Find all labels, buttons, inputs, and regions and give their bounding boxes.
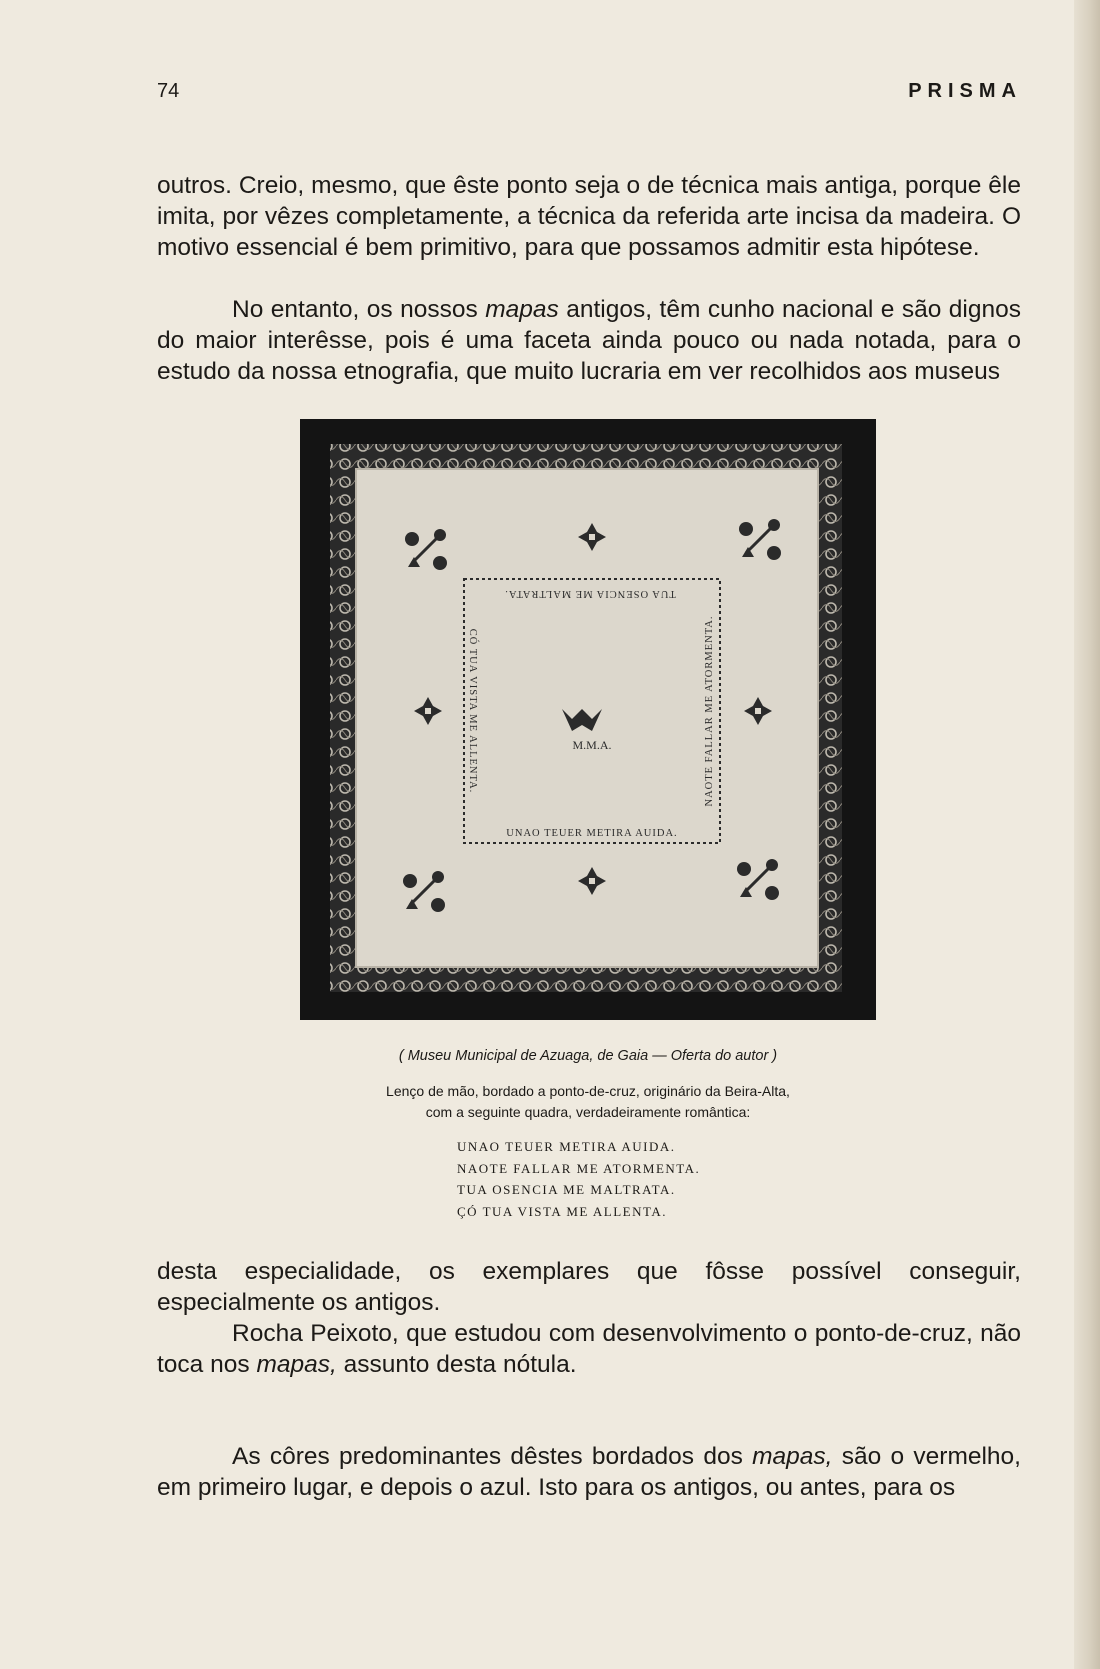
embroidered-line-top: TUA OSENCIA ME MALTRATA.	[504, 588, 676, 599]
verse-line: ÇÓ TUA VISTA ME ALLENTA.	[457, 1203, 668, 1219]
paragraph-5: As côres predominantes dêstes bordados dos mapas, são o vermelho, em primeiro lugar, e depois o azul. Isto para os antigos, ou antes, para os	[157, 1443, 1021, 1501]
paragraph-4: Rocha Peixoto, que estudou com desenvolvimento o ponto-de-cruz, não toca nos mapas, assunto desta nótula.	[157, 1320, 1021, 1378]
page-number: 74	[157, 80, 180, 102]
page-edge	[1074, 0, 1100, 1669]
caption-line: Lenço de mão, bordado a ponto-de-cruz, originário da Beira-Alta,	[386, 1083, 790, 1099]
embroidered-line-bottom: UNAO TEUER METIRA AUIDA.	[506, 828, 678, 839]
embroidered-initials: M.M.A.	[572, 738, 612, 752]
emphasis-mapas: mapas	[485, 296, 559, 323]
verse-line: UNAO TEUER METIRA AUIDA.	[457, 1139, 676, 1154]
figure-credit: ( Museu Municipal de Azuaga, de Gaia — Oferta do autor )	[398, 1048, 778, 1064]
caption-line: com a seguinte quadra, verdadeiramente romântica:	[425, 1104, 751, 1120]
verse	[457, 1136, 700, 1222]
paragraph-3: desta especialidade, os exemplares que fôsse possível conseguir, especialmente os antigos.	[157, 1258, 1021, 1316]
verse-line: TUA OSENCIA ME MALTRATA.	[457, 1182, 676, 1197]
verse-line: NAOTE FALLAR ME ATORMENTA.	[457, 1160, 701, 1176]
paragraph-2: No entanto, os nossos mapas antigos, têm cunho nacional e são dignos do maior interêsse, pois é uma faceta ainda pouco ou nada notada, para o estudo da nossa etnografia, que muito lucraria em ver recolhidos aos museus	[157, 296, 1022, 385]
emphasis-mapas: mapas,	[256, 1351, 337, 1378]
journal-title: PRISMA	[908, 80, 1022, 102]
handkerchief-photo	[300, 419, 876, 1020]
embroidered-line-left: CÓ TUA VISTA ME ALLENTA.	[467, 628, 478, 794]
emphasis-mapas: mapas,	[752, 1443, 833, 1470]
running-head	[157, 80, 1022, 103]
embroidered-line-right: NAOTE FALLAR ME ATORMENTA.	[704, 615, 715, 807]
figure-caption	[300, 1081, 876, 1123]
paragraph-1: outros. Creio, mesmo, que êste ponto seja o de técnica mais antiga, porque êle imita, por vêzes completamente, a técnica da referida arte incisa da madeira. O motivo essencial é bem primitivo, para que possamos admitir esta hipótese.	[157, 172, 1021, 261]
